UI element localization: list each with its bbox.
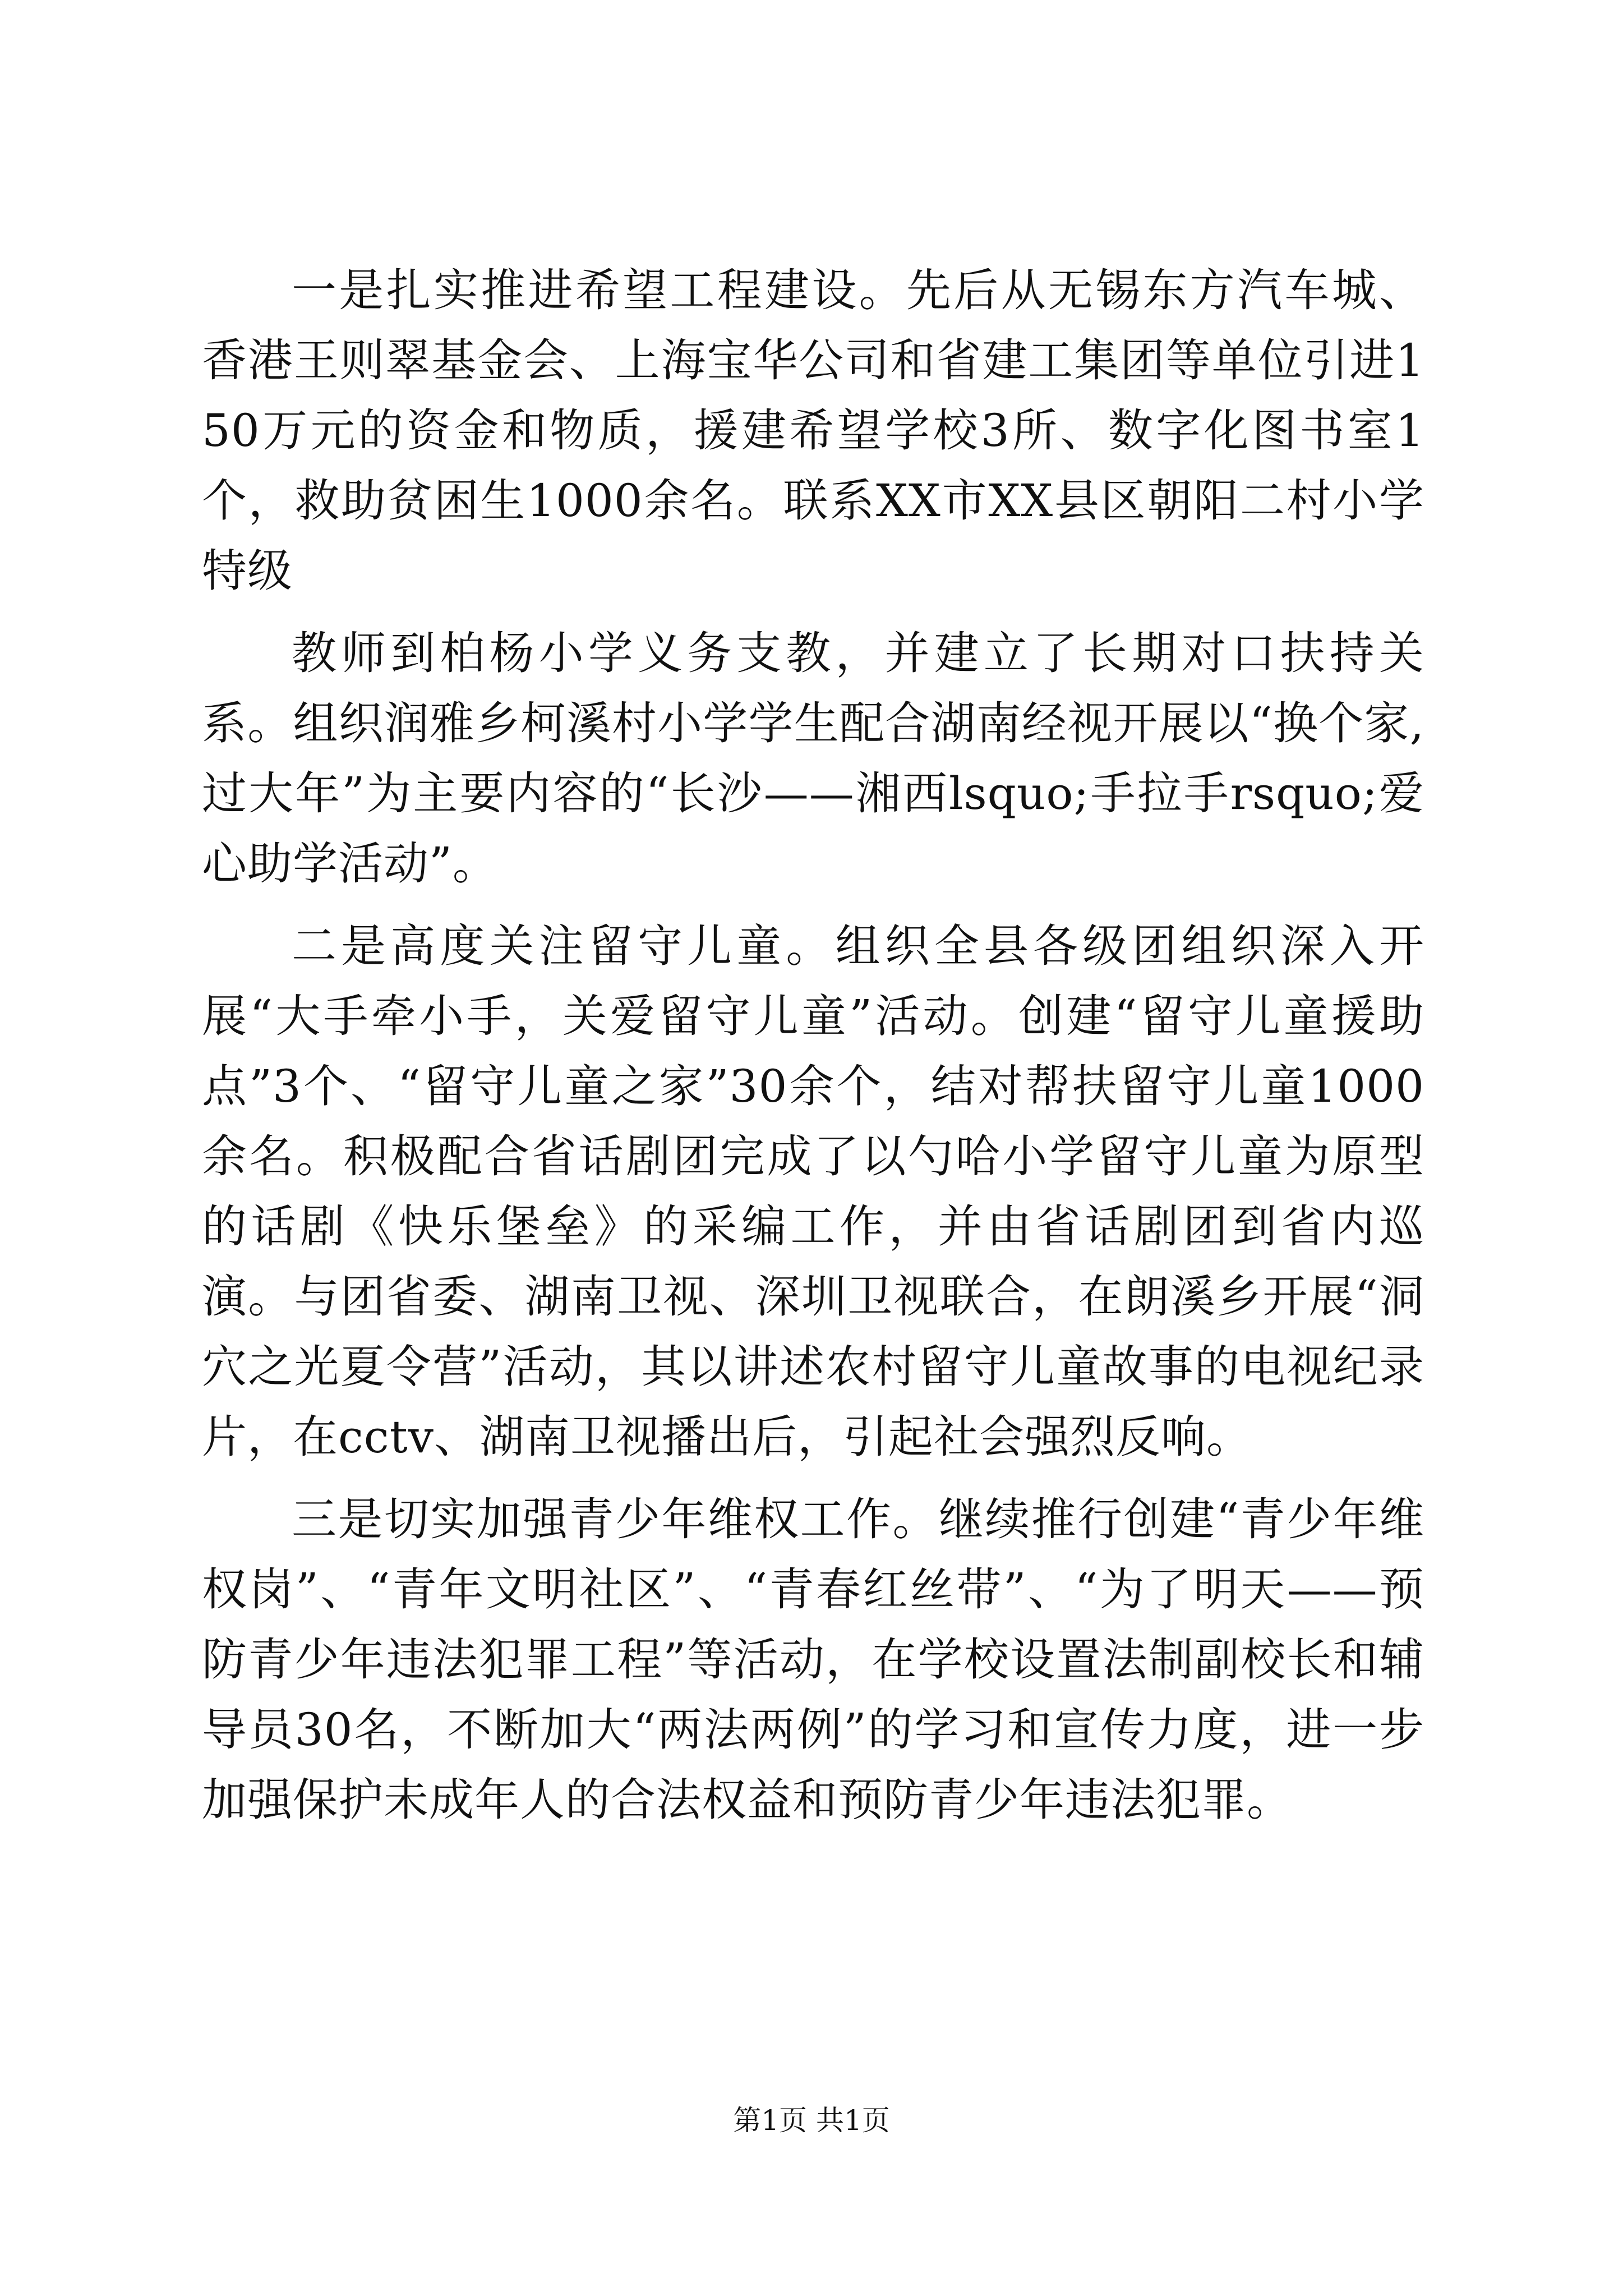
paragraph-hope-project: 一是扎实推进希望工程建设。先后从无锡东方汽车城、香港王则翠基金会、上海宝华公司和省建工集团等单位引进150万元的资金和物质，援建希望学校3所、数字化图书室1个，救助贫困生1000余名。联系XX市XX县区朝阳二村小学特级 xyxy=(202,264,1424,597)
document-body xyxy=(202,255,1424,1835)
paragraph-left-behind-children: 二是高度关注留守儿童。组织全县各级团组织深入开展“大手牵小手，关爱留守儿童”活动。创建“留守儿童援助点”3个、“留守儿童之家”30余个，结对帮扶留守儿童1000余名。积极配合省话剧团完成了以勺哈小学留守儿童为原型的话剧《快乐堡垒》的采编工作，并由省话剧团到省内巡演。与团省委、湖南卫视、深圳卫视联合，在朗溪乡开展“洞穴之光夏令营”活动，其以讲述农村留守儿童故事的电视纪录片，在cctv、湖南卫视播出后，引起社会强烈反响。 xyxy=(202,920,1424,1463)
page-number-footer: 第1页 共1页 xyxy=(733,2104,890,2137)
paragraph-youth-rights: 三是切实加强青少年维权工作。继续推行创建“青少年维权岗”、“青年文明社区”、“青春红丝带”、“为了明天——预防青少年违法犯罪工程”等活动，在学校设置法制副校长和辅导员30名，不断加大“两法两例”的学习和宣传力度，进一步加强保护未成年人的合法权益和预防青少年违法犯罪。 xyxy=(202,1493,1424,1826)
paragraph-teacher-support: 教师到柏杨小学义务支教，并建立了长期对口扶持关系。组织润雅乡柯溪村小学学生配合湖南经视开展以“换个家,过大年”为主要内容的“长沙——湘西lsquo;手拉手rsquo;爱心助学活动”。 xyxy=(202,627,1424,890)
